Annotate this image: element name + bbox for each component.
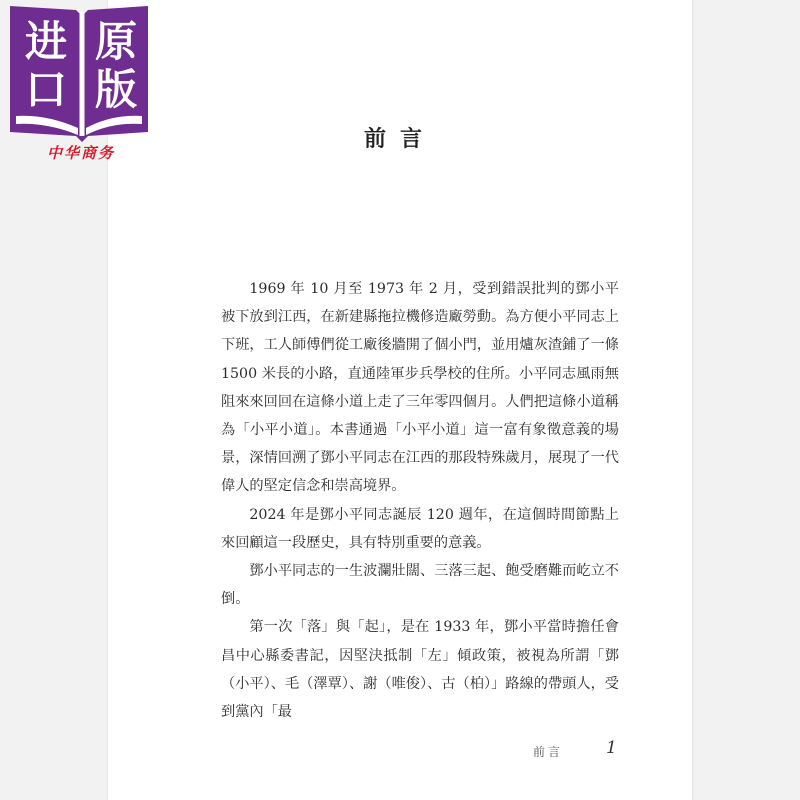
badge-char-kou: 口 [24, 65, 68, 114]
paragraph-2: 2024 年是鄧小平同志誕辰 120 週年，在這個時間節點上來回顧這一段歷史，具有特別重要的意義。 [221, 506, 619, 551]
publisher-name: 中华商务 [46, 144, 115, 162]
page-number: 1 [606, 738, 617, 758]
badge-char-yuan: 原 [94, 17, 138, 66]
paragraph-1: 1969 年 10 月至 1973 年 2 月，受到錯誤批判的鄧小平被下放到江西，在新建縣拖拉機修造廠勞動。為方便小平同志上下班，工人師傅們從工廠後牆開了個小門，並用爐灰渣鋪了一條 1500 米長的小路，直通陸軍步兵學校的住所。小平同志風雨無阻來來回回在這條小道上走了三年零四個月。人們把這條小道稱為「小平小道」。本書通過「小平小道」這一富有象徵意義的場景，深情回溯了鄧小平同志在江西的那段特殊歲月，展現了一代偉人的堅定信念和崇高境界。 [221, 281, 619, 495]
paragraph-3: 鄧小平同志的一生波瀾壯闊、三落三起、飽受磨難而屹立不倒。 [221, 563, 619, 608]
preface-body [221, 275, 619, 726]
badge-char-ban: 版 [94, 65, 138, 114]
badge-char-jin: 进 [24, 17, 68, 66]
page-title: 前言 [363, 126, 436, 152]
paragraph-4: 第一次「落」與「起」，是在 1933 年，鄧小平當時擔任會昌中心縣委書記，因堅決抵制「左」傾政策，被視為所謂「鄧（小平）、毛（澤覃）、謝（唯俊）、古（柏）」路線的帶頭人，受到黨內「最 [221, 619, 619, 721]
running-footer-label: 前言 [533, 745, 564, 759]
